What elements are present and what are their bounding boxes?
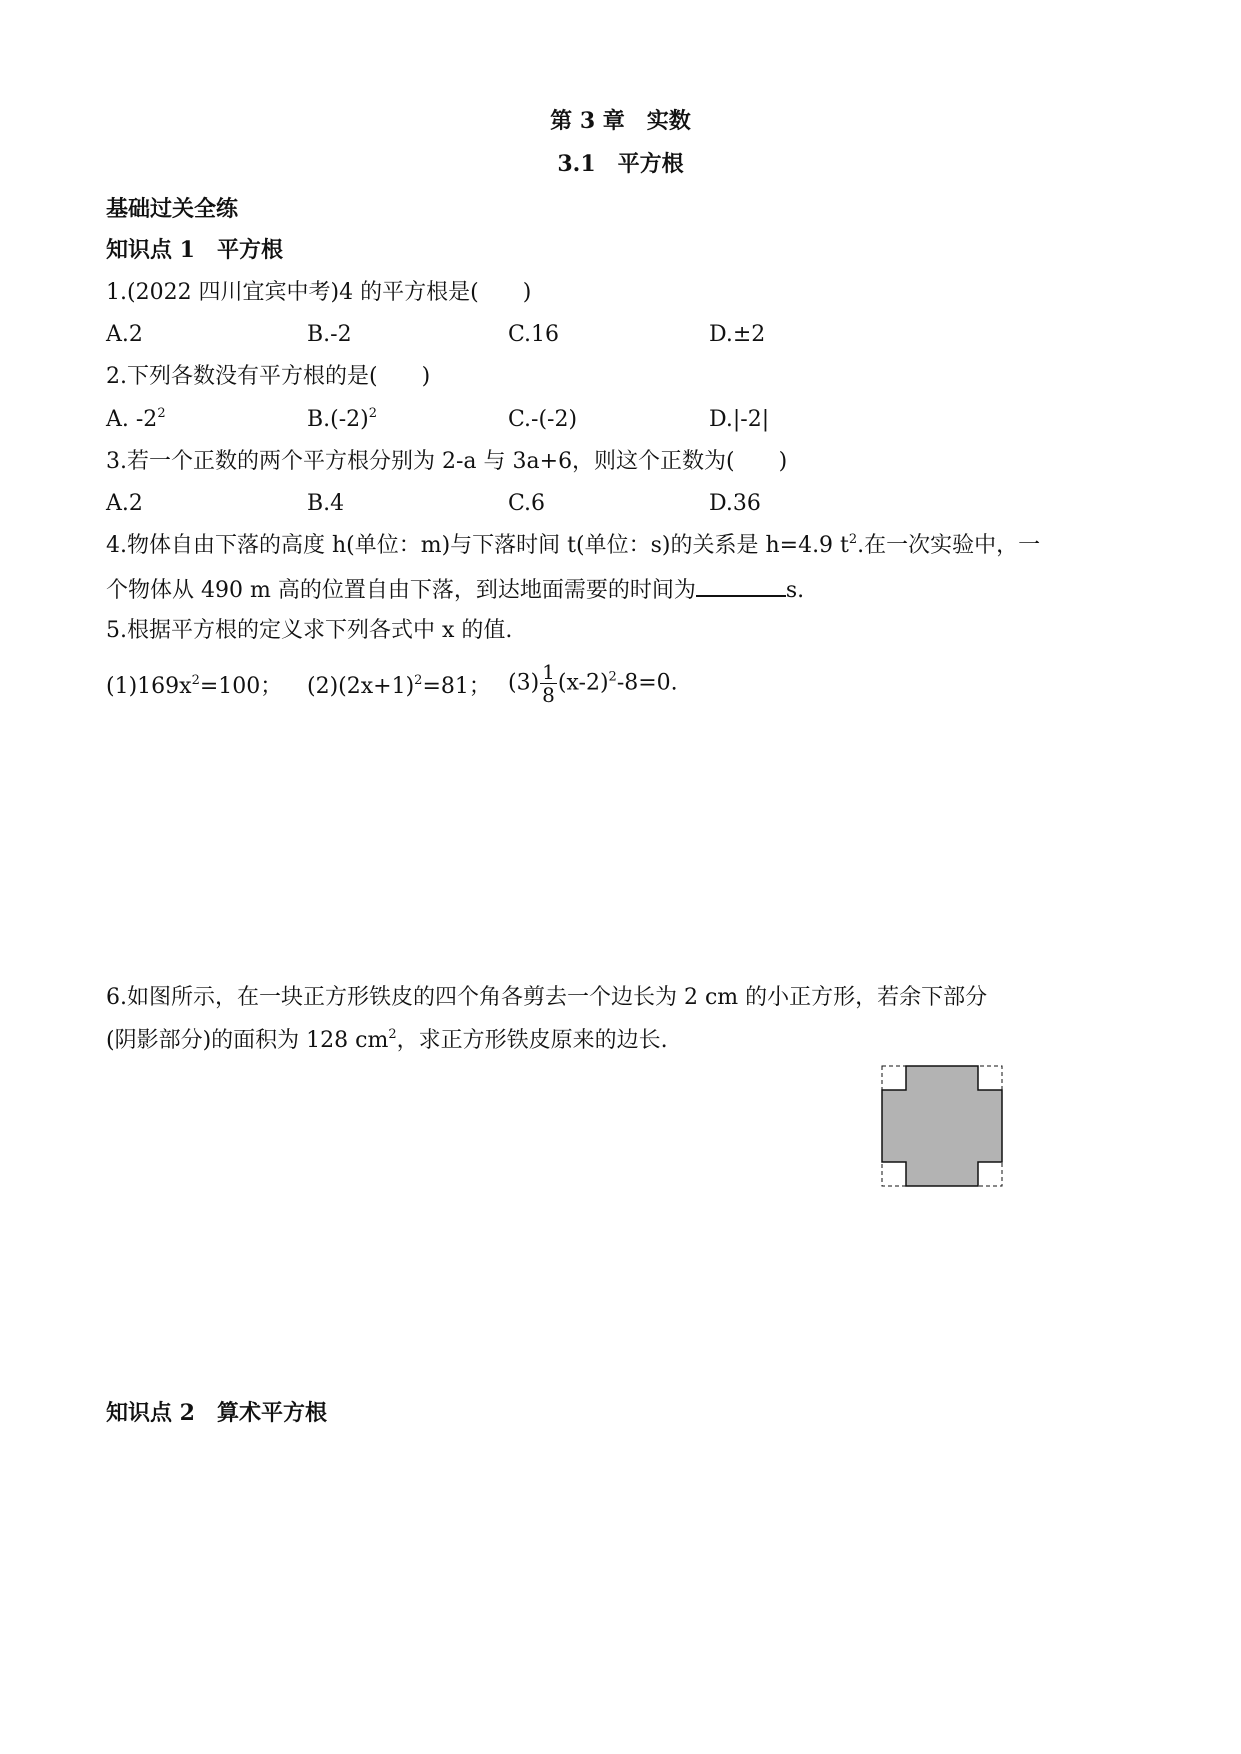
- fraction-one-eighth: [540, 661, 557, 706]
- cut-square-figure: [880, 1064, 1006, 1190]
- question-5-stem: 5.根据平方根的定义求下列各式中 x 的值.: [106, 618, 513, 643]
- q5-p3-c: -8=0.: [616, 670, 678, 696]
- question-4-line-1: [106, 531, 1040, 561]
- question-5-part-1: [106, 672, 282, 702]
- knowledge-point-1-heading: 知识点 1 平方根: [106, 237, 283, 263]
- question-4-line-2: [106, 575, 804, 606]
- knowledge-point-2-heading: 知识点 2 算术平方根: [106, 1400, 327, 1426]
- q5-p3-exponent: 2: [608, 669, 617, 685]
- question-5-part-3: [508, 661, 678, 706]
- shaded-remaining-region: [882, 1066, 1002, 1186]
- q4-line2-text-a: 个物体从 490 m 高的位置自由下落，到达地面需要的时间为: [106, 578, 696, 603]
- q4-line1-text-a: 4.物体自由下落的高度 h(单位：m)与下落时间 t(单位：s)的关系是 h=4.9 t: [106, 533, 849, 558]
- question-6-line-2: [106, 1026, 668, 1056]
- option-b-exponent: 2: [368, 406, 378, 421]
- question-1-option-a: A.2: [106, 322, 143, 347]
- section-title: [0, 149, 1241, 180]
- q5-p1-exponent: 2: [191, 673, 200, 688]
- q4-line1-text-b: .在一次实验中，一: [857, 533, 1041, 558]
- practice-heading: 基础过关全练: [106, 196, 239, 222]
- question-1-option-b: B.-2: [307, 322, 352, 347]
- question-2-option-d: D.|-2|: [709, 407, 770, 432]
- question-2-option-c: C.-(-2): [508, 407, 578, 432]
- q5-p3-a: (3): [508, 670, 540, 696]
- option-b-base: B.(-2): [307, 407, 369, 432]
- question-1-stem: 1.(2022 四川宜宾中考)4 的平方根是( ): [106, 280, 532, 305]
- fraction-denominator: 8: [542, 683, 555, 707]
- question-1-option-d: D.±2: [709, 322, 766, 347]
- section-title-text: 3.1 平方根: [557, 151, 684, 177]
- fraction-numerator: 1: [542, 660, 555, 684]
- question-2-option-b: [307, 405, 377, 435]
- q6-line2-text-a: (阴影部分)的面积为 128 cm: [106, 1028, 389, 1053]
- question-3-option-d: D.36: [709, 491, 761, 516]
- question-6-line-1: 6.如图所示，在一块正方形铁皮的四个角各剪去一个边长为 2 cm 的小正方形，若余下部分: [106, 985, 988, 1010]
- question-3-option-b: B.4: [307, 491, 345, 516]
- chapter-title: 第 3 章 实数: [550, 108, 691, 134]
- q5-p1-b: =100；: [199, 674, 283, 699]
- q6-line2-text-b: ，求正方形铁皮原来的边长.: [396, 1028, 668, 1053]
- question-3-option-a: A.2: [106, 491, 143, 516]
- option-a-base: A. -2: [106, 407, 158, 432]
- q4-line2-text-b: s.: [785, 578, 805, 603]
- q5-p2-a: (2)(2x+1): [307, 674, 415, 699]
- q4-exponent: 2: [848, 532, 858, 547]
- question-2-option-a: [106, 405, 166, 435]
- q5-p3-b: (x-2): [557, 670, 609, 696]
- question-3-option-c: C.6: [508, 491, 546, 516]
- q5-p2-b: =81；: [422, 674, 491, 699]
- question-5-part-2: [307, 672, 491, 702]
- q5-p1-a: (1)169x: [106, 674, 192, 699]
- answer-blank[interactable]: [696, 575, 786, 597]
- option-a-exponent: 2: [157, 406, 166, 421]
- q6-exponent: 2: [388, 1027, 397, 1042]
- question-1-option-c: C.16: [508, 322, 560, 347]
- q5-p2-exponent: 2: [414, 673, 423, 688]
- question-2-stem: 2.下列各数没有平方根的是( ): [106, 364, 431, 389]
- question-3-stem: 3.若一个正数的两个平方根分别为 2-a 与 3a+6，则这个正数为( ): [106, 449, 788, 474]
